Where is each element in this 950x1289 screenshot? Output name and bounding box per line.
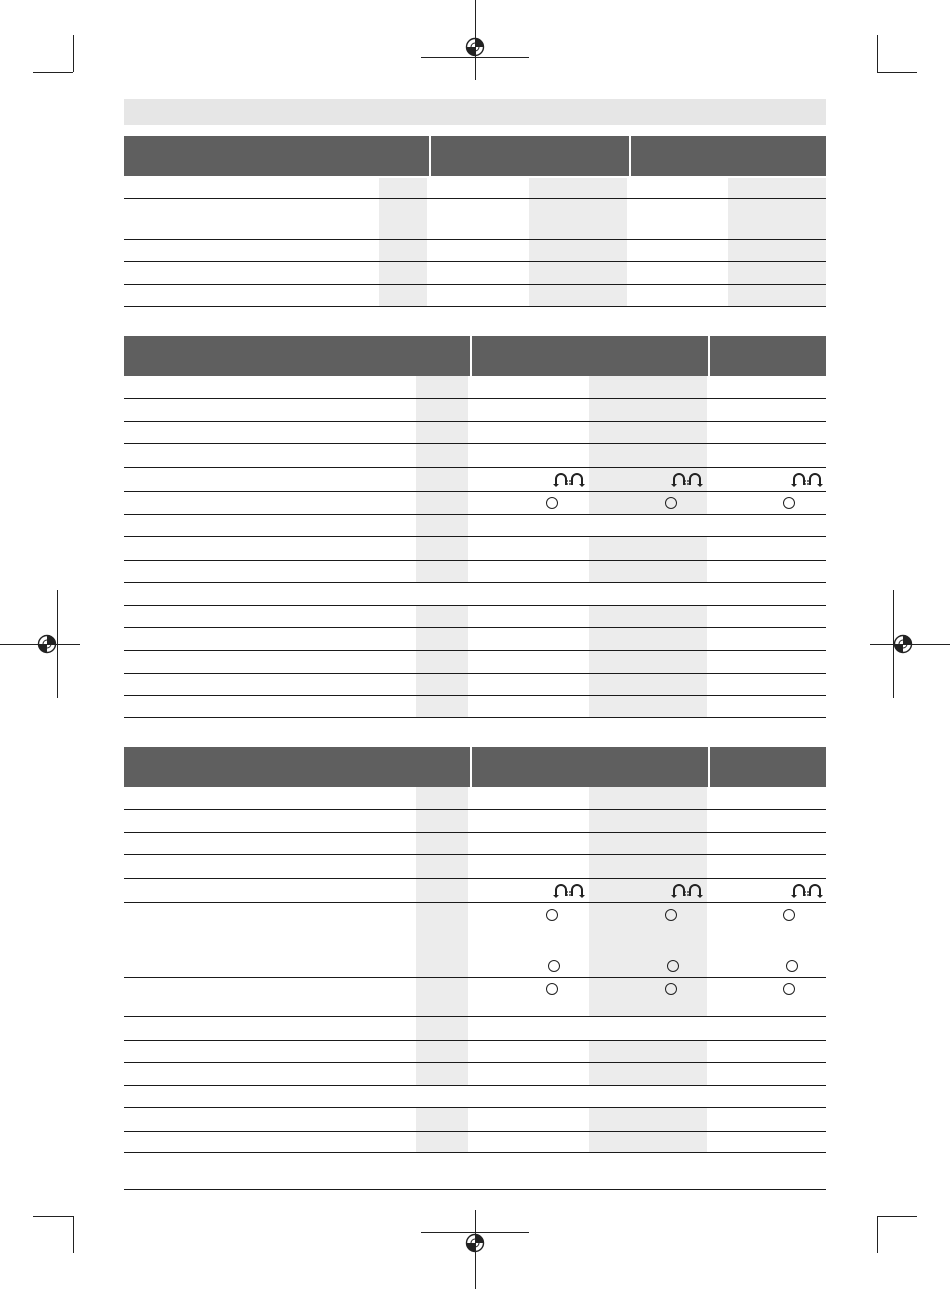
circle-icon xyxy=(783,983,795,995)
table-row xyxy=(124,178,826,199)
header-cell xyxy=(124,747,470,787)
spec-table-3 xyxy=(124,747,826,1153)
table-row xyxy=(124,422,826,444)
page-footer-rule xyxy=(124,1189,826,1190)
table-row xyxy=(124,903,826,978)
table-row xyxy=(124,651,826,674)
header-cell xyxy=(429,136,629,176)
rotation-direction-icon xyxy=(791,883,825,899)
table-row xyxy=(124,1041,826,1063)
table-row xyxy=(124,696,826,718)
table-row xyxy=(124,855,826,879)
table-row xyxy=(124,879,826,903)
table-row xyxy=(124,787,826,810)
crop-mark xyxy=(73,1216,74,1253)
table-row xyxy=(124,1086,826,1108)
rotation-direction-icon xyxy=(671,472,705,488)
header-cell xyxy=(629,136,826,176)
table-header xyxy=(124,136,826,176)
table-row xyxy=(124,240,826,262)
table-row xyxy=(124,674,826,696)
table-row xyxy=(124,492,826,515)
table-row xyxy=(124,628,826,651)
header-cell xyxy=(708,336,826,376)
header-cell xyxy=(470,336,708,376)
rotation-direction-icon xyxy=(553,883,587,899)
table-row xyxy=(124,1063,826,1086)
circle-icon xyxy=(665,983,677,995)
table-row xyxy=(124,561,826,583)
crop-mark xyxy=(877,72,917,73)
spec-table-2 xyxy=(124,336,826,718)
registration-target-icon xyxy=(465,1233,485,1253)
table-row xyxy=(124,606,826,628)
table-row xyxy=(124,468,826,492)
table-row xyxy=(124,1132,826,1153)
header-cell xyxy=(708,747,826,787)
circle-icon xyxy=(548,960,560,972)
rotation-direction-icon xyxy=(553,472,587,488)
table-row xyxy=(124,262,826,285)
table-row xyxy=(124,537,826,561)
header-cell xyxy=(124,336,470,376)
crop-mark xyxy=(421,57,529,58)
table-header xyxy=(124,747,826,787)
table-row xyxy=(124,199,826,240)
circle-icon xyxy=(783,497,795,509)
registration-target-icon xyxy=(465,37,485,57)
circle-icon xyxy=(665,909,677,921)
registration-target-icon xyxy=(893,634,913,654)
circle-icon xyxy=(546,983,558,995)
header-cell xyxy=(470,747,708,787)
crop-mark xyxy=(877,1216,878,1253)
header-cell xyxy=(124,136,429,176)
circle-icon xyxy=(786,960,798,972)
registration-target-icon xyxy=(37,634,57,654)
spec-table-1 xyxy=(124,136,826,307)
table-row xyxy=(124,515,826,537)
circle-icon xyxy=(667,960,679,972)
crop-mark xyxy=(73,35,74,72)
circle-icon xyxy=(546,497,558,509)
circle-icon xyxy=(665,497,677,509)
table-row xyxy=(124,810,826,833)
table-row xyxy=(124,833,826,855)
rotation-direction-icon xyxy=(671,883,705,899)
table-row xyxy=(124,444,826,468)
table-row xyxy=(124,399,826,422)
table-row xyxy=(124,376,826,399)
table-row xyxy=(124,1108,826,1132)
crop-mark xyxy=(33,72,73,73)
crop-mark xyxy=(877,1216,917,1217)
table-row xyxy=(124,285,826,307)
circle-icon xyxy=(546,909,558,921)
table-row xyxy=(124,978,826,1017)
table-row xyxy=(124,1017,826,1041)
rotation-direction-icon xyxy=(791,472,825,488)
page-header-band xyxy=(124,99,826,125)
table-header xyxy=(124,336,826,376)
crop-mark xyxy=(33,1216,73,1217)
circle-icon xyxy=(783,909,795,921)
crop-mark xyxy=(877,35,878,72)
table-row xyxy=(124,583,826,606)
